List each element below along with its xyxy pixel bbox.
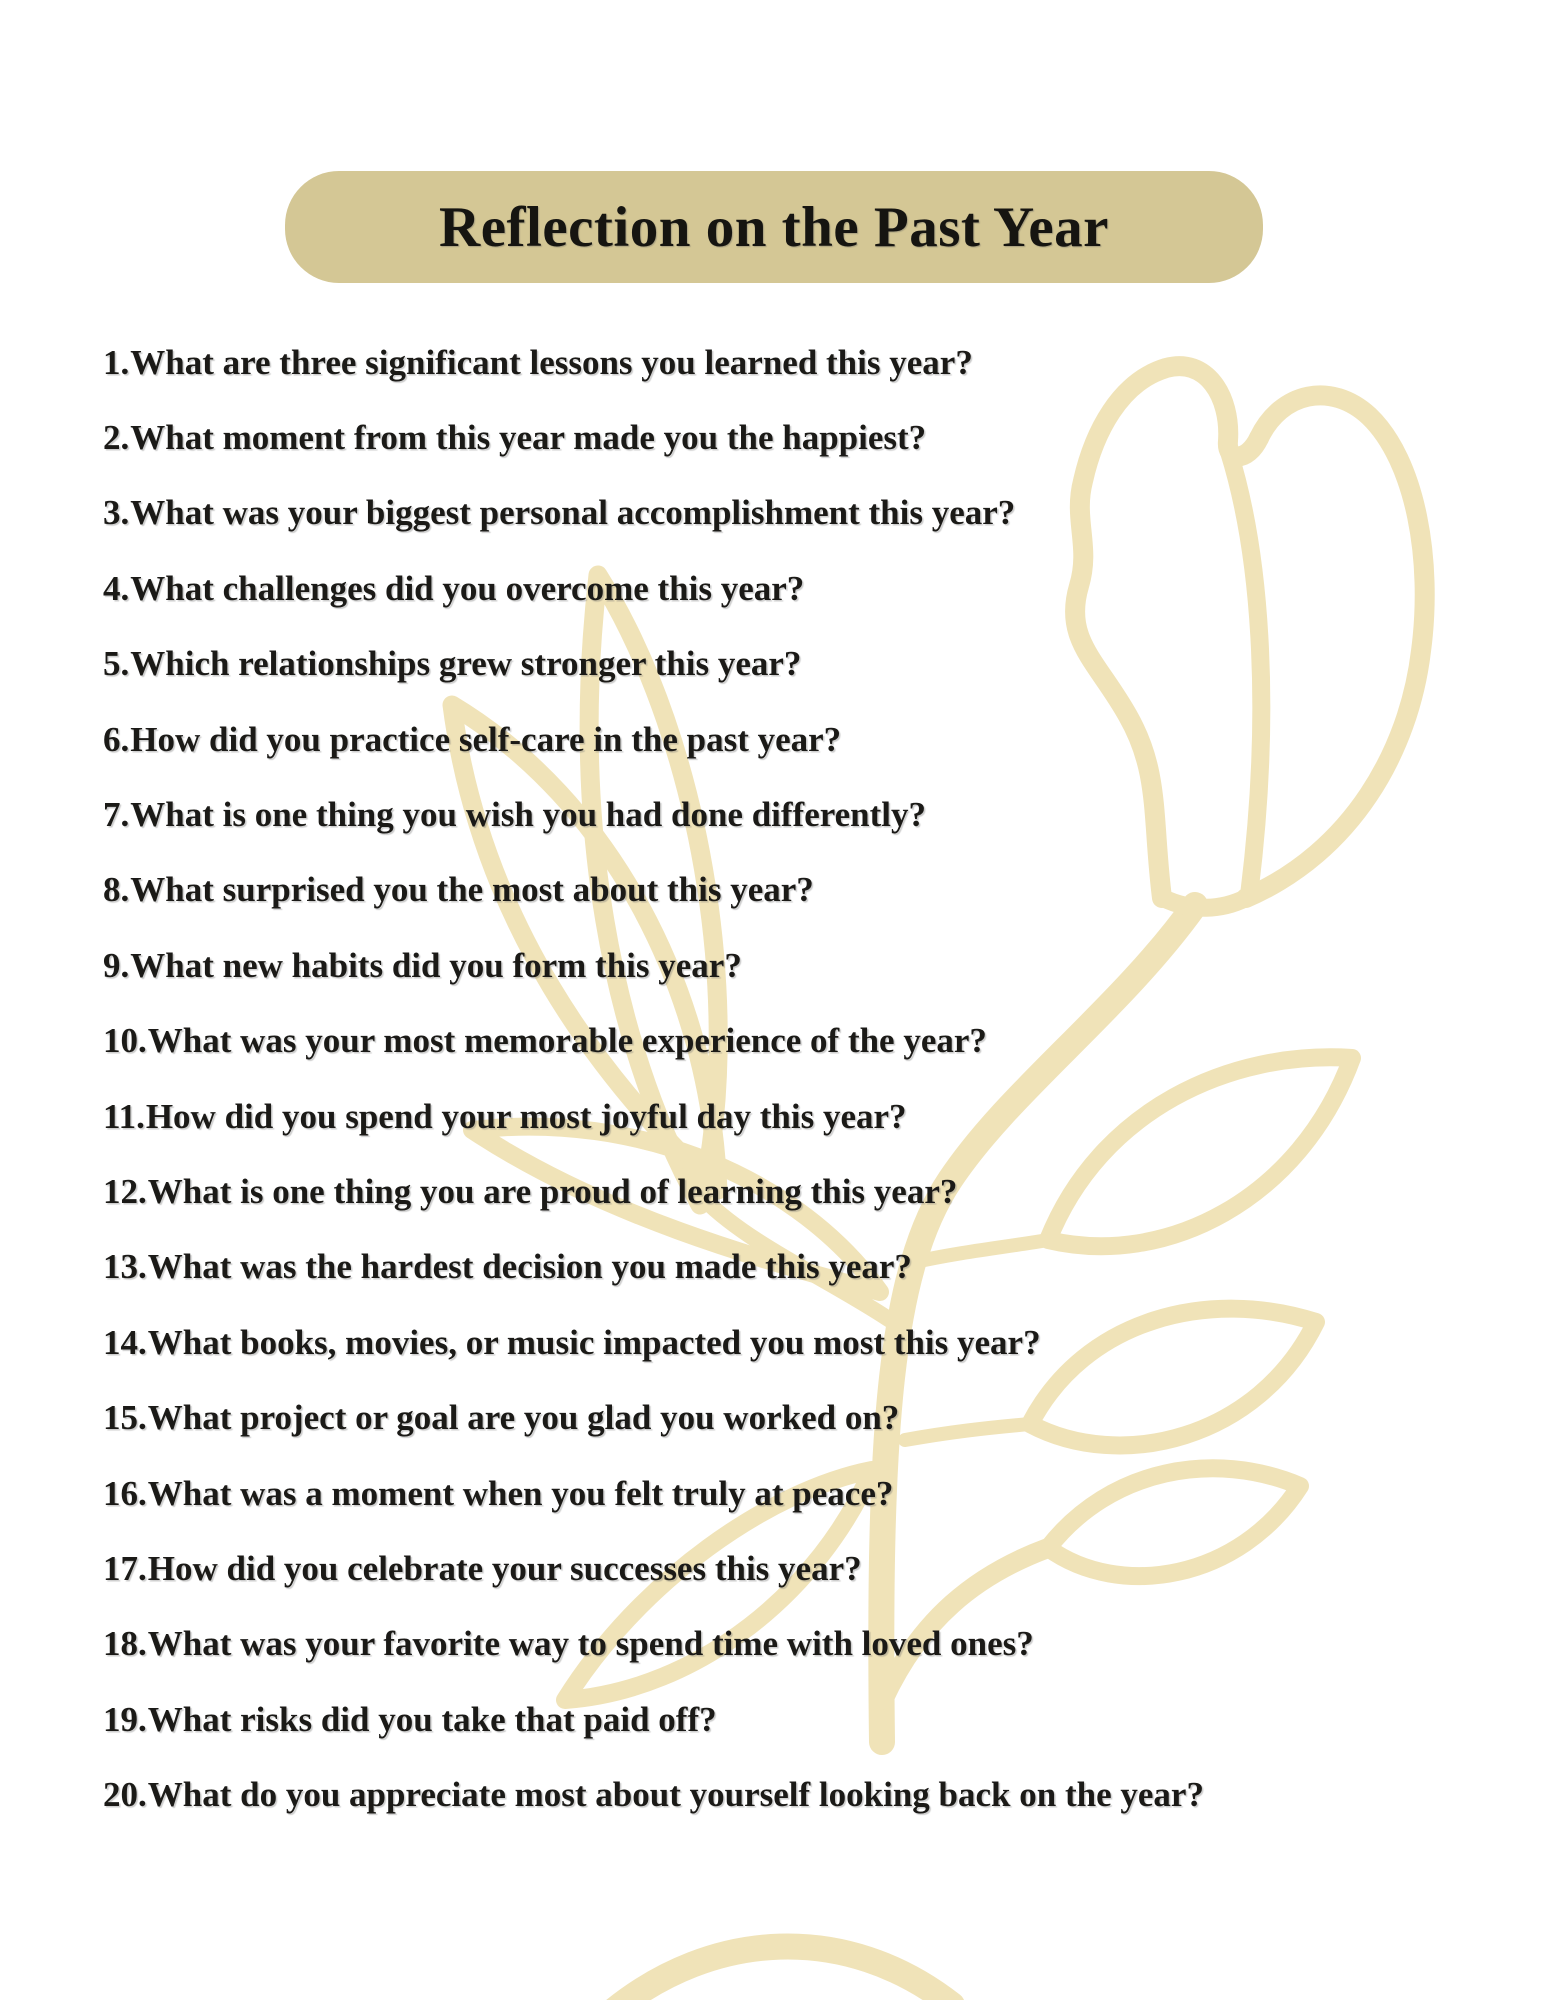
question-number: 8. bbox=[103, 870, 130, 910]
question-item bbox=[103, 1380, 1204, 1455]
question-number: 5. bbox=[103, 644, 130, 684]
question-item bbox=[103, 777, 1204, 852]
page-title: Reflection on the Past Year bbox=[439, 195, 1109, 259]
question-number: 1. bbox=[103, 342, 130, 382]
question-text: What is one thing you wish you had done differently? bbox=[130, 795, 927, 835]
question-number: 12. bbox=[103, 1171, 147, 1211]
question-text: What new habits did you form this year? bbox=[130, 945, 742, 985]
question-text: What books, movies, or music impacted you most this year? bbox=[147, 1322, 1041, 1362]
question-item bbox=[103, 476, 1204, 551]
question-text: How did you celebrate your successes this year? bbox=[147, 1548, 862, 1588]
question-text: How did you practice self-care in the past year? bbox=[130, 719, 842, 759]
question-text: What was your favorite way to spend time with loved ones? bbox=[147, 1624, 1034, 1664]
question-item bbox=[103, 1154, 1204, 1229]
question-number: 7. bbox=[103, 795, 130, 835]
question-number: 2. bbox=[103, 418, 130, 458]
question-item bbox=[103, 1607, 1204, 1682]
question-item bbox=[103, 702, 1204, 777]
question-text: What was the hardest decision you made this year? bbox=[147, 1247, 912, 1287]
question-number: 13. bbox=[103, 1247, 147, 1287]
question-number: 14. bbox=[103, 1322, 147, 1362]
question-number: 15. bbox=[103, 1398, 147, 1438]
question-item bbox=[103, 1456, 1204, 1531]
question-text: What project or goal are you glad you worked on? bbox=[147, 1398, 900, 1438]
question-number: 6. bbox=[103, 719, 130, 759]
question-item bbox=[103, 400, 1204, 475]
question-number: 3. bbox=[103, 493, 130, 533]
question-item bbox=[103, 551, 1204, 626]
question-text: Which relationships grew stronger this year? bbox=[130, 644, 802, 684]
question-text: What moment from this year made you the happiest? bbox=[130, 418, 927, 458]
question-text: How did you spend your most joyful day this year? bbox=[145, 1096, 907, 1136]
questions-list bbox=[103, 325, 1204, 1833]
question-item bbox=[103, 1682, 1204, 1757]
question-text: What is one thing you are proud of learning this year? bbox=[147, 1171, 958, 1211]
title-banner bbox=[285, 171, 1263, 283]
question-text: What are three significant lessons you learned this year? bbox=[130, 342, 973, 382]
question-text: What was your most memorable experience of the year? bbox=[147, 1021, 987, 1061]
question-number: 11. bbox=[103, 1096, 145, 1136]
question-number: 20. bbox=[103, 1775, 147, 1815]
question-item bbox=[103, 853, 1204, 928]
question-text: What was your biggest personal accomplishment this year? bbox=[130, 493, 1016, 533]
question-item bbox=[103, 1305, 1204, 1380]
question-text: What surprised you the most about this year? bbox=[130, 870, 814, 910]
question-number: 10. bbox=[103, 1021, 147, 1061]
question-number: 17. bbox=[103, 1548, 147, 1588]
question-number: 4. bbox=[103, 568, 130, 608]
question-text: What was a moment when you felt truly at peace? bbox=[147, 1473, 894, 1513]
question-item bbox=[103, 1757, 1204, 1832]
question-number: 16. bbox=[103, 1473, 147, 1513]
question-number: 18. bbox=[103, 1624, 147, 1664]
question-text: What challenges did you overcome this year? bbox=[130, 568, 805, 608]
question-text: What do you appreciate most about yourself looking back on the year? bbox=[147, 1775, 1204, 1815]
question-item bbox=[103, 627, 1204, 702]
question-item bbox=[103, 1531, 1204, 1606]
question-item bbox=[103, 1230, 1204, 1305]
question-item bbox=[103, 325, 1204, 400]
question-number: 9. bbox=[103, 945, 130, 985]
question-item bbox=[103, 1004, 1204, 1079]
question-text: What risks did you take that paid off? bbox=[147, 1699, 717, 1739]
question-item bbox=[103, 1079, 1204, 1154]
question-number: 19. bbox=[103, 1699, 147, 1739]
question-item bbox=[103, 928, 1204, 1003]
